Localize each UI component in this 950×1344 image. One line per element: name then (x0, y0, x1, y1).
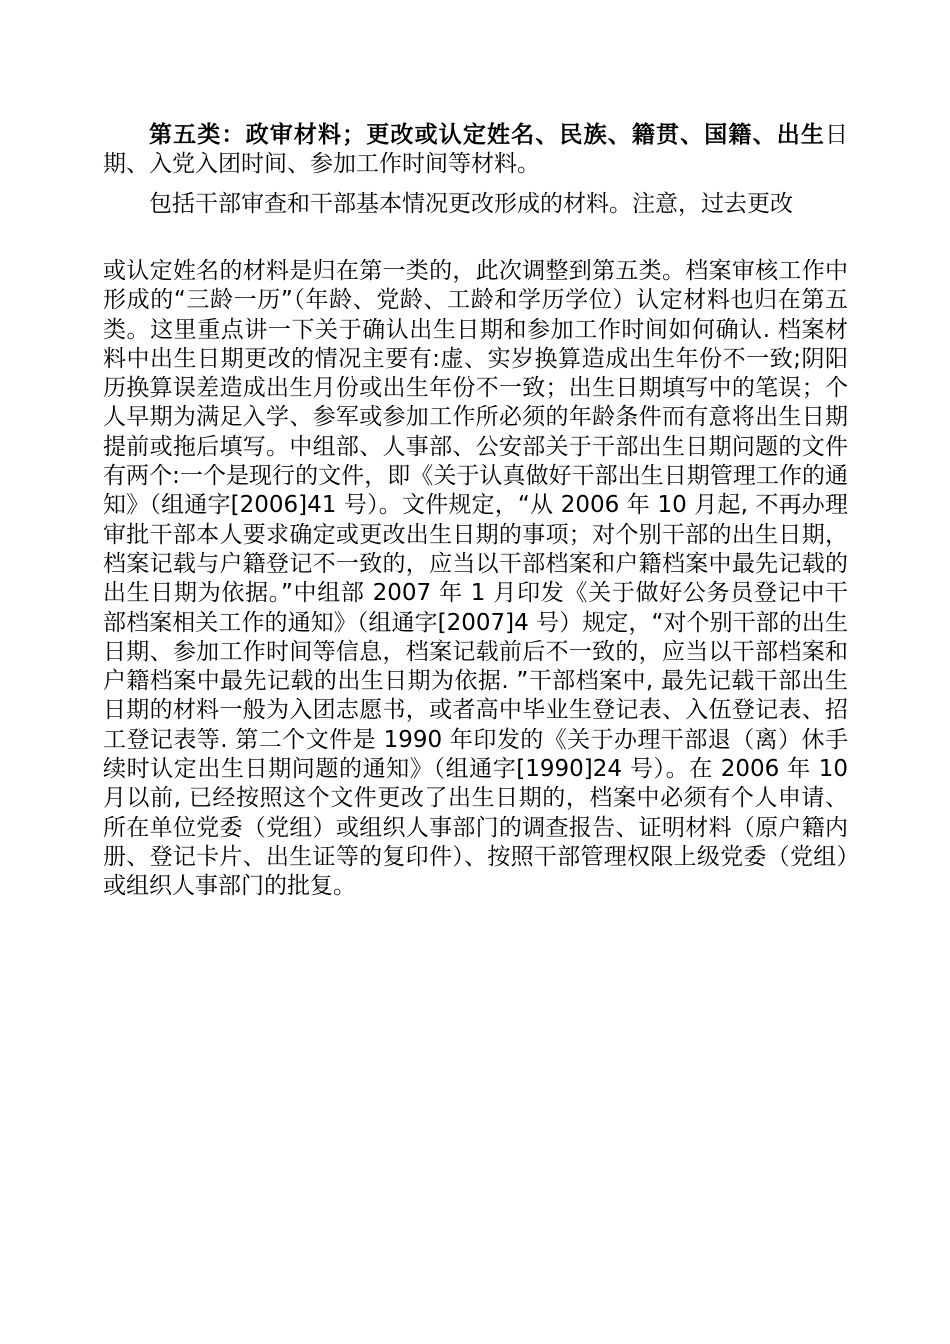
paragraph-intro: 包括干部审查和干部基本情况更改形成的材料。注意，过去更改 (149, 191, 793, 217)
paragraph-body: 或认定姓名的材料是归在第一类的，此次调整到第五类。档案审核工作中形成的“三龄一历”（年龄、党龄、工龄和学历学位）认定材料也归在第五类。这里重点讲一下关于确认出生日期和参加工作时间如何确认. 档案材料中出生日期更改的情况主要有:虚、实岁换算造成出生年份不一致;阴阳历换算误差造成出生月份或出生年份不一致；出生日期填写中的笔误；个人早期为满足入学、参军或参加工作所必须的年龄条件而有意将出生日期提前或拖后填写。中组部、人事部、公安部关于干部出生日期问题的文件有两个:一个是现行的文件，即《关于认真做好干部出生日期管理工作的通知》（组通字[2006]41 号）。文件规定，“从 2006 年 10 月起, 不再办理审批干部本人要求确定或更改出生日期的事项；对个别干部的出生日期，档案记载与户籍登记不一致的，应当以干部档案和户籍档案中最先记载的出生日期为依据。”中组部 2007 年 1 月印发《关于做好公务员登记中干部档案相关工作的通知》（组通字[2007]4 号）规定，“对个别干部的出生日期、参加工作时间等信息，档案记载前后不一致的，应当以干部档案和户籍档案中最先记载的出生日期为依据. ”干部档案中, 最先记载干部出生日期的材料一般为入团志愿书，或者高中毕业生登记表、入伍登记表、招工登记表等. 第二个文件是 1990 年印发的《关于办理干部退（离）休手续时认定出生日期问题的通知》（组通字[1990]24 号）。在 2006 年 10 月以前, 已经按照这个文件更改了出生日期的，档案中必须有个人申请、所在单位党委（党组）或组织人事部门的调查报告、证明材料（原户籍内册、登记卡片、出生证等的复印件）、按照干部管理权限上级党委（党组）或组织人事部门的批复。 (103, 258, 848, 900)
section-heading (103, 121, 848, 179)
section-heading-bold: 第五类：政审材料；更改或认定姓名、民族、籍贯、国籍、出生 (149, 122, 825, 148)
section-heading-regular: 日期、入党入团时间、参加工作时间等材料。 (103, 122, 848, 177)
